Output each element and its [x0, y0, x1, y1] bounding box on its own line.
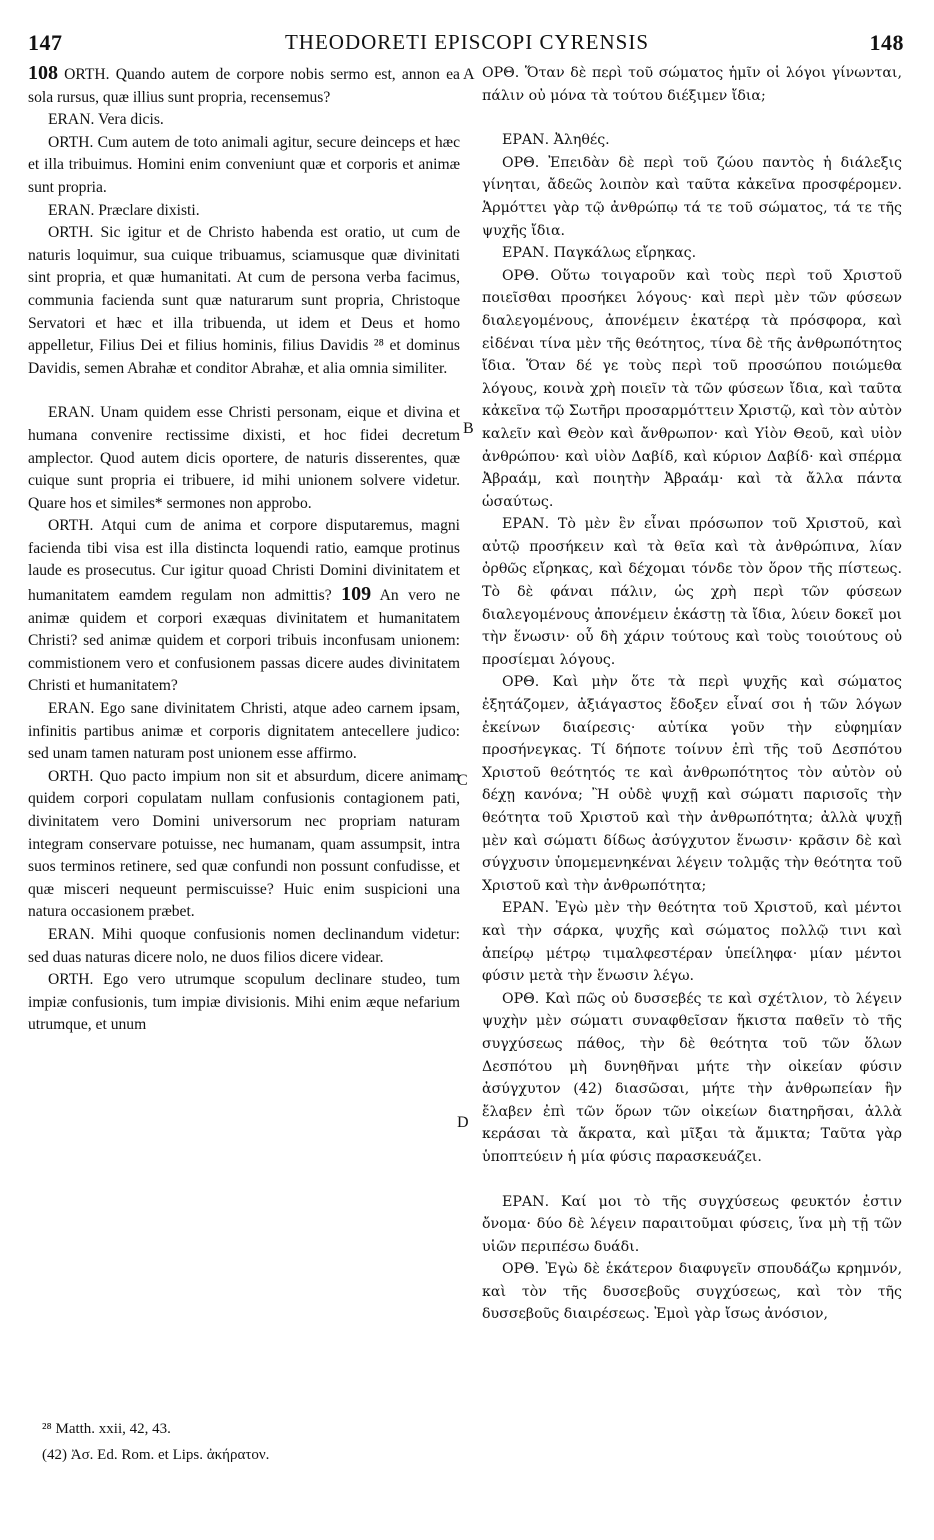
left-page-number: 147: [28, 30, 63, 55]
greek-paragraph-2: ΕΡΑΝ. Ἀληθές.: [502, 132, 610, 149]
margin-letter-c: C: [457, 772, 468, 789]
margin-letter-b: B: [463, 420, 474, 437]
greek-paragraph-6: ΕΡΑΝ. Τὸ μὲν ἓν εἶναι πρόσωπον τοῦ Χριστοῦ, καὶ αὐτῷ προσήκειν καὶ τὰ θεῖα καὶ τὰ ἀνθρώπινα, λίαν ὀρθῶς εἴρηκας, καὶ δέχομαι τόνδε τὸν ὅρον τῆς πίστεως. Τὸ δὲ φάναι πάλιν, ὡς χρὴ περὶ τῶν φύσεων διαλεγομένους ἀπονέμειν ἑκάστῃ τὰ ἴδια, λύειν δοκεῖ μοι τὴν ἕνωσιν· οὗ δὴ χάριν τούτους καὶ τοὺς τοιούτους οὐ προσίεμαι λόγους.: [482, 516, 902, 668]
margin-letter-a: A: [463, 66, 475, 83]
latin-paragraph-7-text-a: ORTH. Atqui cum de anima et corpore disputaremus, magni facienda tibi visa est illa distincta loquendi ratio, eamque protinus laude es prosecutus. Cur igitur quoad Christi Domini divinitatem et humanitatem eamdem regulam non admittis?: [28, 517, 460, 605]
latin-paragraph-2: ERAN. Vera dicis.: [48, 111, 164, 129]
latin-paragraph-5: ORTH. Sic igitur et de Christo habenda est oratio, ut cum de naturis loquimur, sua cuique tribuamus, sciamusque quæ divinitati sint propria, et quæ humanitati. At cum de persona verba facimus, communia facienda sunt quæ naturarum sunt propria, Christoque Servatori et hæc et illa tribuenda, ut idem et Deus et homo appelletur, Filius Dei et filius hominis, filius Davidis ²⁸ et dominus Davidis, semen Abrahæ et conditor Abrahæ, et alia omnia similiter.: [28, 224, 460, 377]
latin-paragraph-1-text: ORTH. Quando autem de corpore nobis sermo est, annon ea sola rursus, quæ illius sunt propria, recensemus?: [28, 66, 460, 106]
latin-paragraph-3: ORTH. Cum autem de toto animali agitur, secure deinceps et hæc et illa tribuimus. Homini enim conveniunt quæ et corporis et animæ sunt propria.: [28, 133, 460, 196]
footnote-matthew: ²⁸ Matth. xxii, 42, 43.: [42, 1421, 171, 1437]
greek-column: [482, 62, 902, 1326]
latin-paragraph-9: ORTH. Quo pacto impium non sit et absurdum, dicere animam quidem corpori copulatam nullam confusionis contagionem pati, divinitatem vero Domini universorum nec propriam naturam integram conservare potuisse, nec humanam, quam assumpsit, intra suos terminos retinere, sed quæ confundi non possunt confudisse, et quæ misceri nequeunt permiscuisse? Huic enim suspicioni una natura occasionem præbet.: [28, 767, 460, 921]
margin-letter-d: D: [457, 1114, 469, 1131]
greek-paragraph-10: ΕΡΑΝ. Καί μοι τὸ τῆς συγχύσεως φευκτόν ἐστιν ὄνομα· δύο δὲ λέγειν παραιτοῦμαι φύσεις, ἵνα μὴ τῇ τῶν υἱῶν περιπέσω δυάδι.: [482, 1193, 902, 1255]
footnotes: [42, 1416, 642, 1468]
running-title: THEODORETI EPISCOPI CYRENSIS: [284, 30, 650, 54]
latin-paragraph-10: ERAN. Mihi quoque confusionis nomen declinandum videtur: sed duas naturas dicere nolo, ne duos filios dicere videar.: [28, 925, 460, 966]
footnote-42: (42) Ἀσ. Ed. Rom. et Lips. ἀκήρατον.: [42, 1447, 270, 1463]
latin-paragraph-6: ERAN. Unam quidem esse Christi personam, eique et divina et humana convenire rectissime dixisti, et hoc fidei decretum amplector. Quod autem dicis oportere, de naturis disserentes, quæ cuique sunt propria ei tribuere, id mihi unionem solvere videtur. Quare hos et similes* sermones non approbo.: [28, 404, 460, 512]
greek-paragraph-9: ΟΡΘ. Καὶ πῶς οὐ δυσσεβές τε καὶ σχέτλιον, τὸ λέγειν ψυχὴν μὲν σώματι συναφθεῖσαν ἥκιστα παθεῖν τὸ τῆς συγχύσεως πάθος, τὴν δὲ θεότητα τοῦ τῶν ὅλων Δεσπότου μὴ δυνηθῆναι μήτε τὴν οἰκείαν φύσιν ἀσύγχυτον (42) διασῶσαι, μήτε τὴν ἀνθρωπείαν ἣν ἔλαβεν ἐπὶ τῶν ὅρων τῶν οἰκείων διατηρῆσαι, ἀλλὰ κεράσαι τὰ ἄκρατα, καὶ μῖξαι τὰ ἄμικτα; Ταῦτα γὰρ ὑποπτεύειν ἡ μία φύσις παρασκευάζει.: [482, 990, 902, 1165]
paragraph-gap: [28, 380, 460, 402]
latin-paragraph-8: ERAN. Ego sane divinitatem Christi, atque adeo carnem ipsam, infinitis partibus animæ et corporis dignitatem antecellere judico: sed unam tamen naturam post unionem esse affirmo.: [28, 700, 460, 763]
greek-paragraph-4: ΕΡΑΝ. Παγκάλως εἴρηκας.: [502, 245, 697, 262]
greek-paragraph-1: ΟΡΘ. Ὅταν δὲ περὶ τοῦ σώματος ἡμῖν οἱ λόγοι γίνωνται, πάλιν οὐ μόνα τὰ τούτου διέξιμεν ἴδια;: [482, 65, 902, 104]
section-number-109: 109: [341, 583, 372, 606]
latin-paragraph-11: ORTH. Ego vero utrumque scopulum declinare studeo, tum impiæ confusionis, tum impiæ divisionis. Mihi enim æque nefarium utrumque, et unum: [28, 971, 460, 1034]
latin-paragraph-7: [28, 515, 460, 698]
paragraph-gap: [482, 107, 902, 129]
paragraph-gap: [482, 1169, 902, 1191]
greek-paragraph-3: ΟΡΘ. Ἐπειδὰν δὲ περὶ τοῦ ζώου παντὸς ἡ διάλεξις γίνηται, ἄδεῶς λοιπὸν καὶ ταῦτα κἀκεῖνα προσφέρομεν. Ἁρμόττει γὰρ τῷ ἀνθρώπῳ τά τε τοῦ σώματος, τά τε τῆς ψυχῆς ἴδια.: [482, 154, 902, 239]
latin-paragraph-7-text-b: An vero ne animæ quidem et corpori exæquas divinitatem et humanitatem Christi? sed animæ quidem et corpori tribuis inconfusam unionem: commistionem vero et confusionem passas dicere audes divinitatem Christi et humanitatem?: [28, 587, 460, 695]
greek-paragraph-8: ΕΡΑΝ. Ἐγὼ μὲν τὴν θεότητα τοῦ Χριστοῦ, καὶ μέντοι καὶ τὴν σάρκα, ψυχῆς καὶ σώματος πολλῷ τινι καὶ ἀπείρῳ μέτρῳ τιμαλφεστέραν ὑπείληφα· μίαν μέντοι φύσιν μετὰ τὴν ἕνωσιν λέγω.: [482, 900, 902, 985]
section-number-108: 108: [28, 62, 58, 84]
right-page-number: 148: [869, 30, 904, 55]
greek-paragraph-7: ΟΡΘ. Καὶ μὴν ὅτε τὰ περὶ ψυχῆς καὶ σώματος ἐξητάζομεν, ἀξιάγαστος ἔδοξεν εἶναί σοι ἡ τῶν λόγων ἐκείνων διαίρεσις· αὐτίκα γοῦν τὴν εὐφημίαν προσήνεγκας. Τί δήποτε τοίνυν ἐπὶ τῆς τοῦ Δεσπότου Χριστοῦ θεότητός τε καὶ ἀνθρωπότητος τὸν αὐτὸν οὐ δέχῃ κανόνα; Ἢ οὐδὲ ψυχῇ καὶ σώματι παρισοῖς τὴν θεότητα τοῦ Χριστοῦ καὶ τὴν ἀνθρωπότητα; ἀλλὰ ψυχῇ μὲν καὶ σώματι δίδως ἀσύγχυτον ἕνωσιν· κρᾶσιν δὲ καὶ σύγχυσιν ὑπομεμενηκέναι λέγειν τολμᾷς τὴν θεότητα τοῦ Χριστοῦ καὶ τὴν ἀνθρωπότητα;: [482, 674, 902, 894]
latin-paragraph-1: [28, 62, 460, 109]
greek-paragraph-5: ΟΡΘ. Οὕτω τοιγαροῦν καὶ τοὺς περὶ τοῦ Χριστοῦ ποιεῖσθαι προσήκει λόγους· καὶ περὶ μὲν τῶν φύσεων διαλεγομένους, ἀπονέμειν ἑκατέρᾳ τὰ πρόσφορα, καὶ εἰδέναι τίνα μὲν τῆς θεότητος, τίνα δὲ τῆς ἀνθρωπότητος ἴδια. Ὅταν δέ γε τοὺς περὶ τοῦ προσώπου ποιώμεθα λόγους, κοινὰ χρὴ ποιεῖν τὰ τῶν φύσεων ἴδια, καὶ ταῦτα κἀκεῖνα τῷ Σωτῆρι προσαρμόττειν Χριστῷ, καὶ τὸν αὐτὸν καλεῖν καὶ Θεὸν καὶ ἄνθρωπον· καὶ Υἱὸν Θεοῦ, καὶ υἱὸν ἀνθρώπου· καὶ υἱὸν Δαβίδ, καὶ κύριον Δαβίδ· καὶ σπέρμα Ἀβραάμ, καὶ ποιητὴν Ἀβραάμ· καὶ τὰ ἄλλα πάντα ὡσαύτως.: [482, 267, 902, 510]
latin-paragraph-4: ERAN. Præclare dixisti.: [48, 201, 200, 219]
latin-column: [28, 62, 460, 1037]
greek-paragraph-11: ΟΡΘ. Ἐγὼ δὲ ἑκάτερον διαφυγεῖν σπουδάζω κρημνόν, καὶ τὸν τῆς δυσσεβοῦς συγχύσεως, καὶ τὸν τῆς δυσσεβοῦς διαιρέσεως. Ἐμοὶ γὰρ ἴσως ἀνόσιον,: [482, 1261, 902, 1323]
